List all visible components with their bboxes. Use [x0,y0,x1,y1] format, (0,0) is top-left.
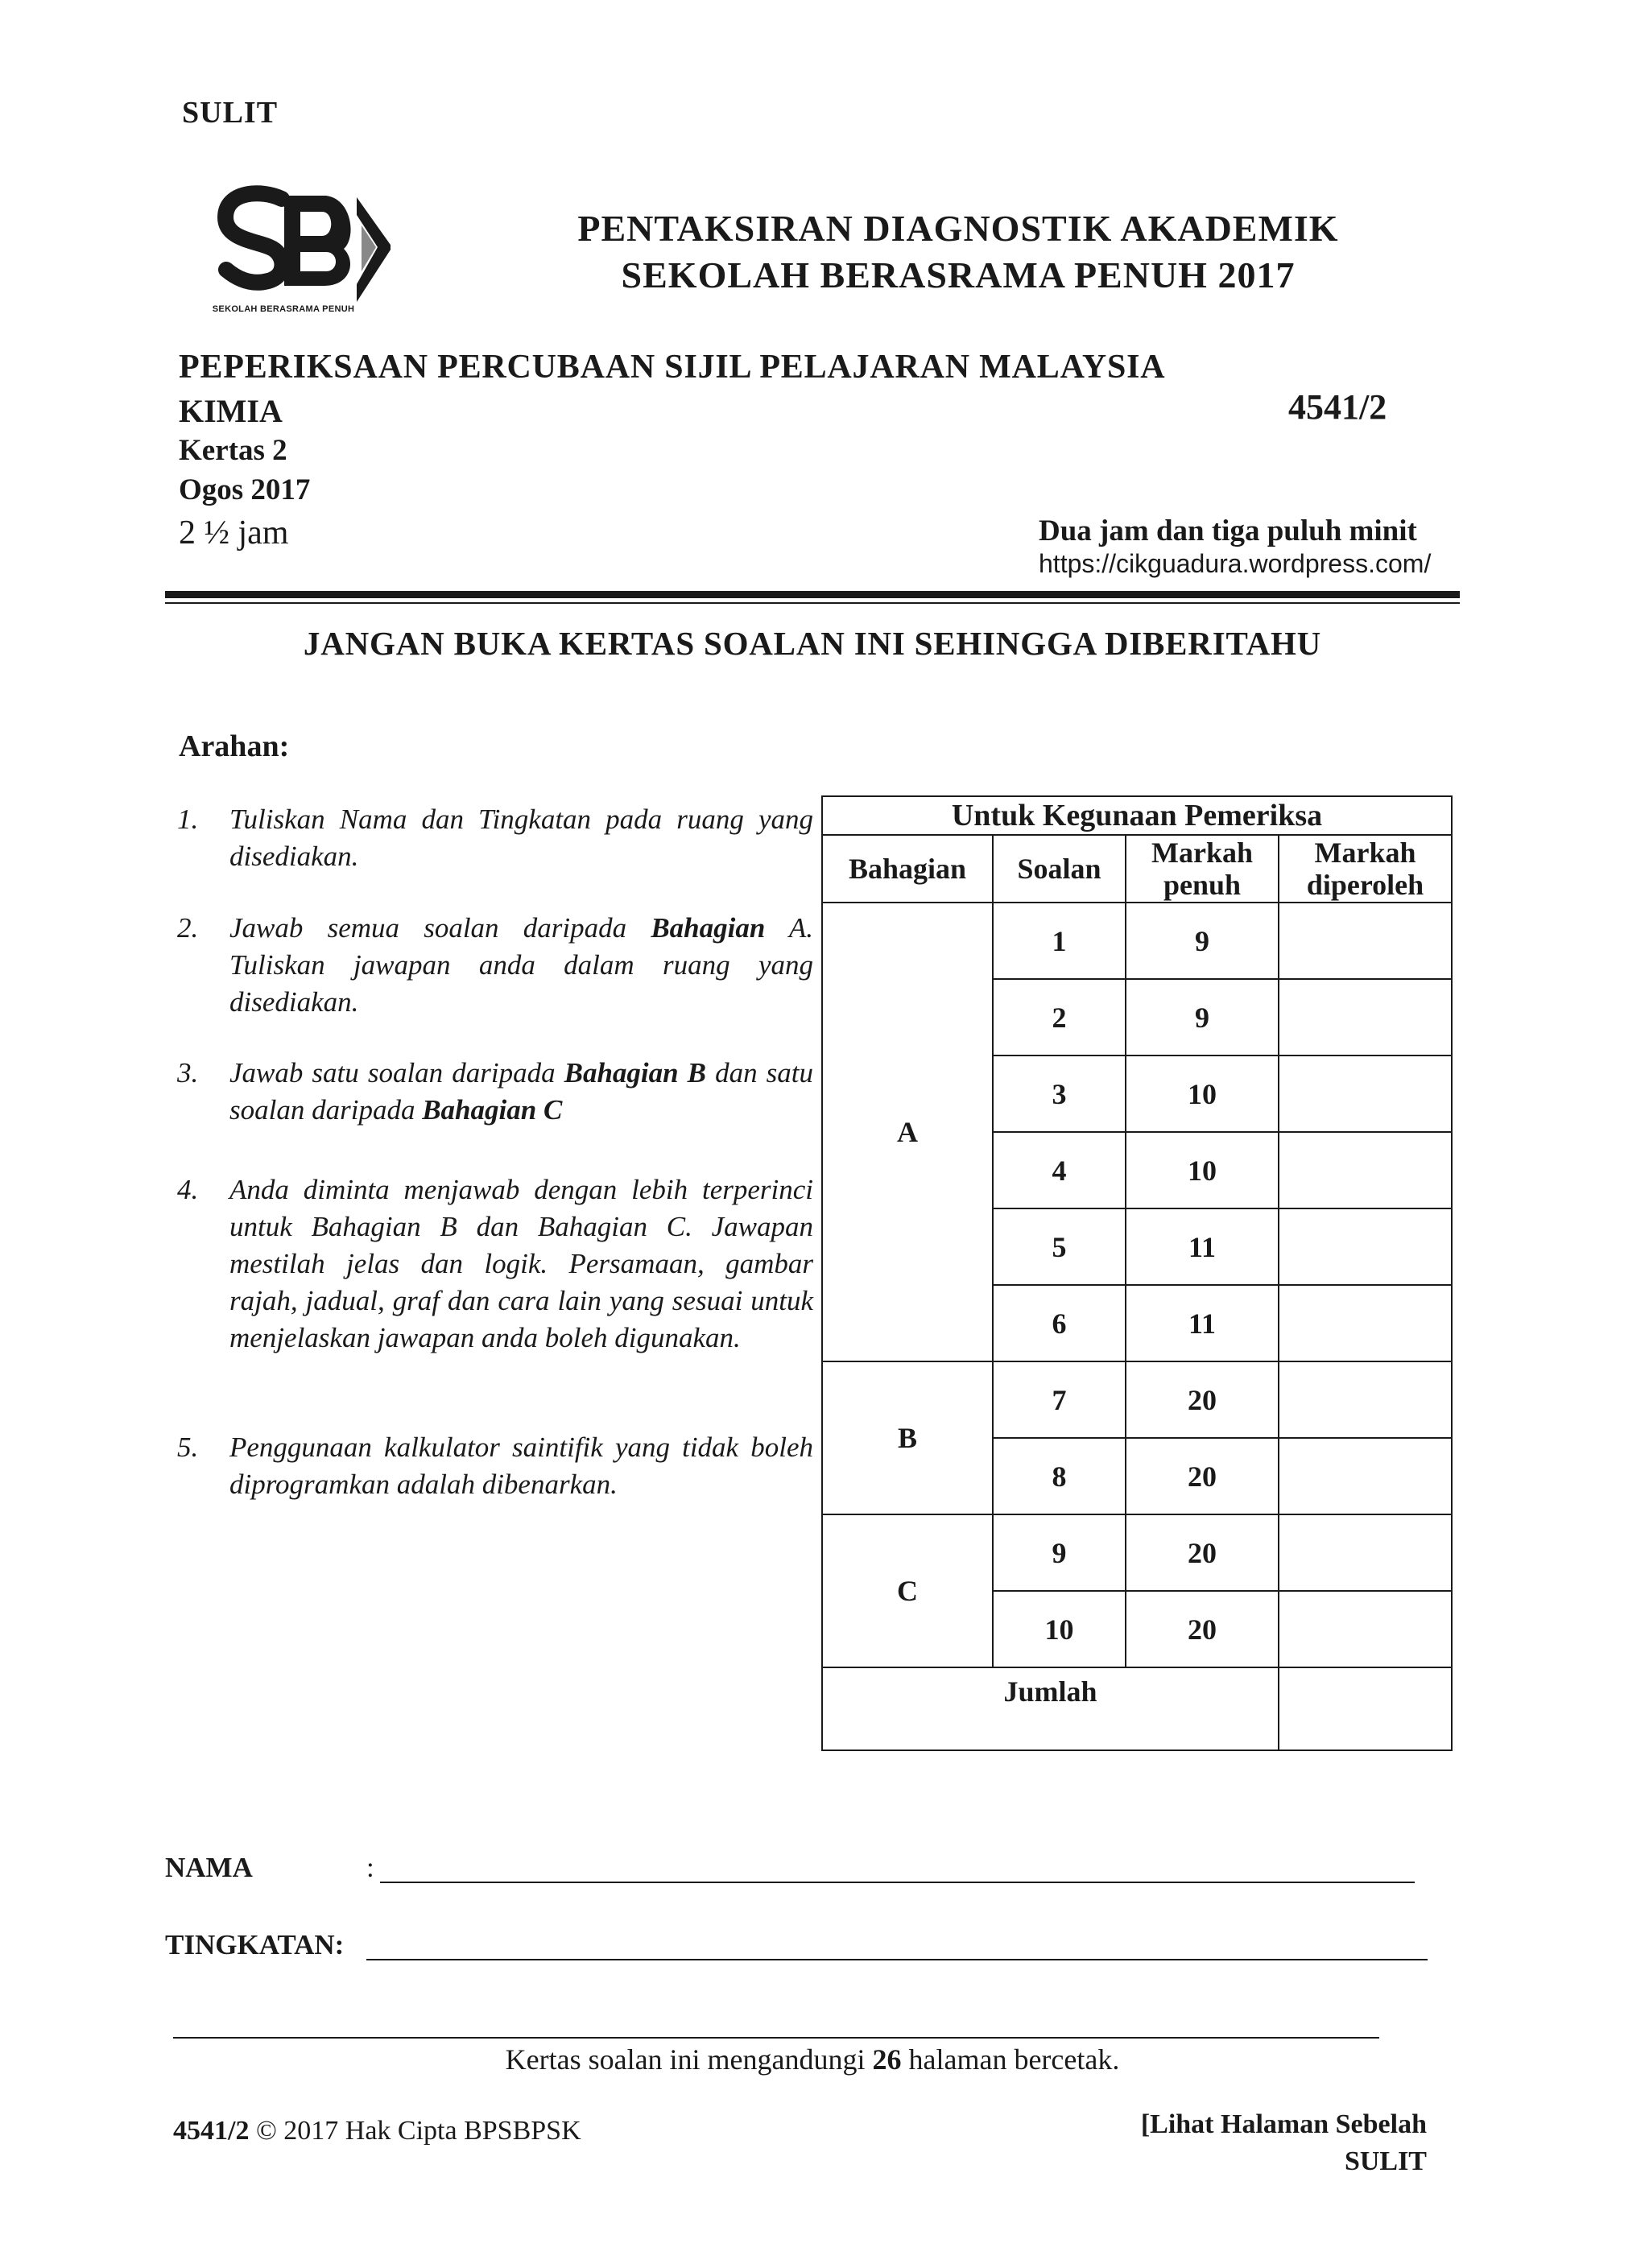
copyright-code: 4541/2 [173,2116,250,2146]
name-field[interactable] [380,1882,1415,1883]
classification-top: SULIT [182,96,279,130]
instruction-item [177,1055,813,1129]
column-header-soalan: Soalan [993,835,1126,903]
question-number: 5 [993,1208,1126,1285]
page-count-note: Kertas soalan ini mengandungi 26 halaman bercetak. [505,2043,1120,2076]
warning-notice: JANGAN BUKA KERTAS SOALAN INI SEHINGGA DIBERITAHU [303,625,1322,662]
full-mark: 10 [1126,1132,1279,1208]
instruction-number: 3. [177,1057,199,1089]
header-divider [165,591,1460,598]
table-row [822,1361,1452,1438]
paper-code: 4541/2 [1288,387,1387,427]
assessment-title [451,205,1465,299]
question-number: 3 [993,1056,1126,1132]
column-header-markah-diperoleh: Markah diperoleh [1279,835,1452,903]
instruction-item [177,910,813,1021]
obtained-mark-cell[interactable] [1279,1438,1452,1514]
section-cell: C [822,1514,993,1667]
table-row [822,903,1452,979]
next-page-note: [Lihat Halaman Sebelah [1140,2109,1427,2139]
footer-divider [173,2037,1379,2039]
question-number: 2 [993,979,1126,1056]
column-header-markah-penuh: Markah penuh [1126,835,1279,903]
name-label: NAMA [165,1852,253,1883]
instruction-number: 5. [177,1431,199,1463]
section-cell: A [822,903,993,1361]
duration: 2 ½ jam [179,514,289,552]
obtained-mark-cell[interactable] [1279,1132,1452,1208]
question-number: 6 [993,1285,1126,1361]
full-mark: 20 [1126,1514,1279,1591]
page-count: 26 [872,2043,902,2076]
instruction-text: Jawab semua soalan daripada Bahagian A. Tuliskan jawapan anda dalam ruang yang disediakan. [229,912,814,1018]
instruction-item [177,1429,813,1503]
name-colon: : [366,1852,374,1883]
full-mark: 9 [1126,979,1279,1056]
question-number: 9 [993,1514,1126,1591]
question-number: 1 [993,903,1126,979]
full-mark: 11 [1126,1208,1279,1285]
full-mark: 20 [1126,1591,1279,1667]
instruction-number: 2. [177,912,199,944]
copyright: 4541/2 © 2017 Hak Cipta BPSBPSK [173,2116,581,2146]
obtained-mark-cell[interactable] [1279,1056,1452,1132]
full-mark: 11 [1126,1285,1279,1361]
section-cell: B [822,1361,993,1514]
full-mark: 10 [1126,1056,1279,1132]
paper-number: Kertas 2 [179,434,287,467]
total-label: Jumlah [822,1667,1279,1750]
total-mark-cell[interactable] [1279,1667,1452,1750]
obtained-mark-cell[interactable] [1279,903,1452,979]
obtained-mark-cell[interactable] [1279,1285,1452,1361]
form-class-field[interactable] [366,1959,1428,1960]
instruction-item [177,801,813,875]
instruction-text: Penggunaan kalkulator saintifik yang tidak boleh diprogramkan adalah dibenarkan. [229,1431,813,1500]
obtained-mark-cell[interactable] [1279,1514,1452,1591]
examiner-table-title: Untuk Kegunaan Pemeriksa [822,796,1452,835]
question-number: 8 [993,1438,1126,1514]
source-url[interactable]: https://cikguadura.wordpress.com/ [1039,549,1432,578]
question-number: 7 [993,1361,1126,1438]
obtained-mark-cell[interactable] [1279,1208,1452,1285]
logo-caption: SEKOLAH BERASRAMA PENUH [212,304,355,314]
full-mark: 9 [1126,903,1279,979]
full-mark: 20 [1126,1361,1279,1438]
table-row [822,1514,1452,1591]
exam-date: Ogos 2017 [179,473,311,506]
instruction-number: 4. [177,1174,199,1205]
instruction-text: Jawab satu soalan daripada Bahagian B dan satu soalan daripada Bahagian C [229,1057,813,1126]
assessment-title-line1: PENTAKSIRAN DIAGNOSTIK AKADEMIK [577,208,1339,249]
question-number: 10 [993,1591,1126,1667]
total-row [822,1667,1452,1750]
subject: KIMIA [179,393,283,429]
obtained-mark-cell[interactable] [1279,1361,1452,1438]
examiner-table [821,795,1453,1751]
instructions-heading: Arahan: [179,729,290,763]
form-class-label: TINGKATAN: [165,1929,345,1960]
instruction-number: 1. [177,804,199,835]
assessment-title-line2: SEKOLAH BERASRAMA PENUH 2017 [621,254,1296,295]
exam-name: PEPERIKSAAN PERCUBAAN SIJIL PELAJARAN MALAYSIA [179,349,1166,386]
classification-bottom: SULIT [1344,2146,1427,2176]
obtained-mark-cell[interactable] [1279,1591,1452,1667]
duration-words: Dua jam dan tiga puluh minit [1039,514,1417,547]
instruction-text: Anda diminta menjawab dengan lebih terperinci untuk Bahagian B dan Bahagian C. Jawapan mestilah jelas dan logik. Persamaan, gambar rajah, jadual, graf dan cara lain yang sesuai untuk menjelaskan jawapan anda boleh digunakan. [229,1174,813,1353]
obtained-mark-cell[interactable] [1279,979,1452,1056]
column-header-bahagian: Bahagian [822,835,993,903]
instruction-text: Tuliskan Nama dan Tingkatan pada ruang yang disediakan. [229,804,813,872]
full-mark: 20 [1126,1438,1279,1514]
header-divider-thin [165,602,1460,604]
instruction-item [177,1171,813,1357]
question-number: 4 [993,1132,1126,1208]
